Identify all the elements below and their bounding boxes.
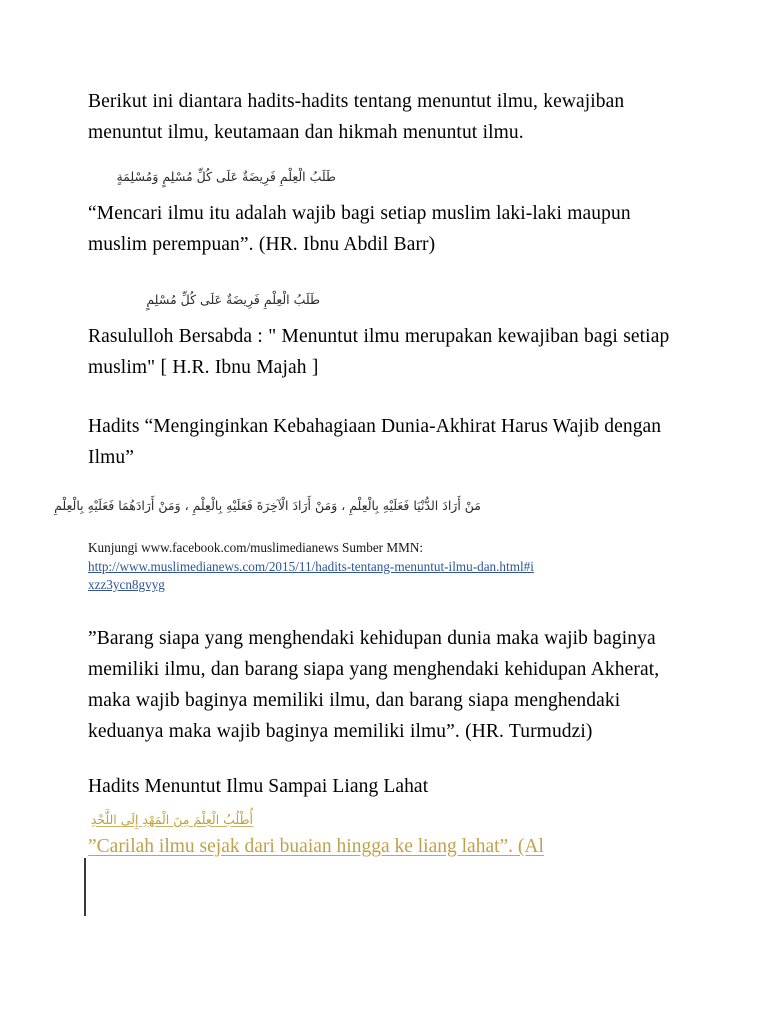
spacer — [88, 802, 688, 809]
spacer — [88, 260, 688, 289]
change-bar — [84, 858, 86, 916]
spacer — [88, 383, 688, 411]
spacer — [88, 188, 688, 198]
hadith-4-arabic: أُطْلُبُ الْعِلْمَ مِنَ الْمَهْدِ إِلَى اللَّحْدِ — [90, 811, 253, 827]
hadith-3-translation: ”Barang siapa yang menghendaki kehidupan dunia maka wajib baginya memiliki ilmu, dan barang siapa yang menghendaki kehidupan Akherat, maka wajib baginya memiliki ilmu, dan barang siapa menghendaki keduanya maka wajib baginya memiliki ilmu”. (HR. Turmudzi) — [88, 627, 660, 742]
spacer — [88, 311, 688, 321]
hadith-4-translation: ”Carilah ilmu sejak dari buaian hingga ke liang lahat”. (Al — [88, 835, 544, 857]
spacer — [88, 747, 688, 771]
hadith-3-arabic-wrap — [54, 495, 481, 517]
spacer — [88, 595, 688, 623]
hadith-4-arabic-wrap — [88, 809, 253, 831]
spacer — [88, 148, 688, 166]
hadith-2-arabic-wrap — [88, 289, 320, 311]
hadith-3-arabic: مَنْ أَرَادَ الدُّنْيَا فَعَلَيْهِ بِالْعِلْمِ ، وَمَنْ أَرَادَ الْآخِرَةَ فَعَلَيْهِ بِالْعِلْمِ ، وَمَنْ أَرَادَهُمَا فَعَلَيْهِ بِالْعِلْمِ — [54, 498, 481, 513]
hadith-4-heading: Hadits Menuntut Ilmu Sampai Liang Lahat — [88, 775, 429, 797]
hadith-1-arabic-wrap — [88, 166, 336, 188]
document-content — [54, 86, 688, 862]
hadith-3-heading: Hadits “Menginginkan Kebahagiaan Dunia-Akhirat Harus Wajib dengan Ilmu” — [88, 416, 662, 468]
source-note-text: Kunjungi www.facebook.com/muslimedianews Sumber MMN: — [88, 540, 424, 555]
hadith-2-arabic: طَلَبُ الْعِلْمِ فَرِيضَةٌ عَلَى كُلِّ مُسْلِمٍ — [146, 292, 320, 307]
hadith-1-translation: “Mencari ilmu itu adalah wajib bagi setiap muslim laki-laki maupun muslim perempuan”. (HR. Ibnu Abdil Barr) — [88, 203, 631, 255]
spacer — [88, 473, 688, 495]
hadith-2-translation: Rasululloh Bersabda : " Menuntut ilmu merupakan kewajiban bagi setiap muslim" [ H.R. Ibnu Majah ] — [88, 326, 670, 378]
spacer — [88, 517, 688, 539]
source-url-link[interactable]: http://www.muslimedianews.com/2015/11/hadits-tentang-menuntut-ilmu-dan.html#ixzz3ycn8gvyg — [88, 558, 534, 592]
intro-paragraph: Berikut ini diantara hadits-hadits tentang menuntut ilmu, kewajiban menuntut ilmu, keutamaan dan hikmah menuntut ilmu. — [88, 91, 625, 143]
hadith-1-arabic: طَلَبُ الْعِلْمِ فَرِيضَةٌ عَلَى كُلِّ مُسْلِمٍ وَمُسْلِمَةٍ — [116, 169, 336, 184]
